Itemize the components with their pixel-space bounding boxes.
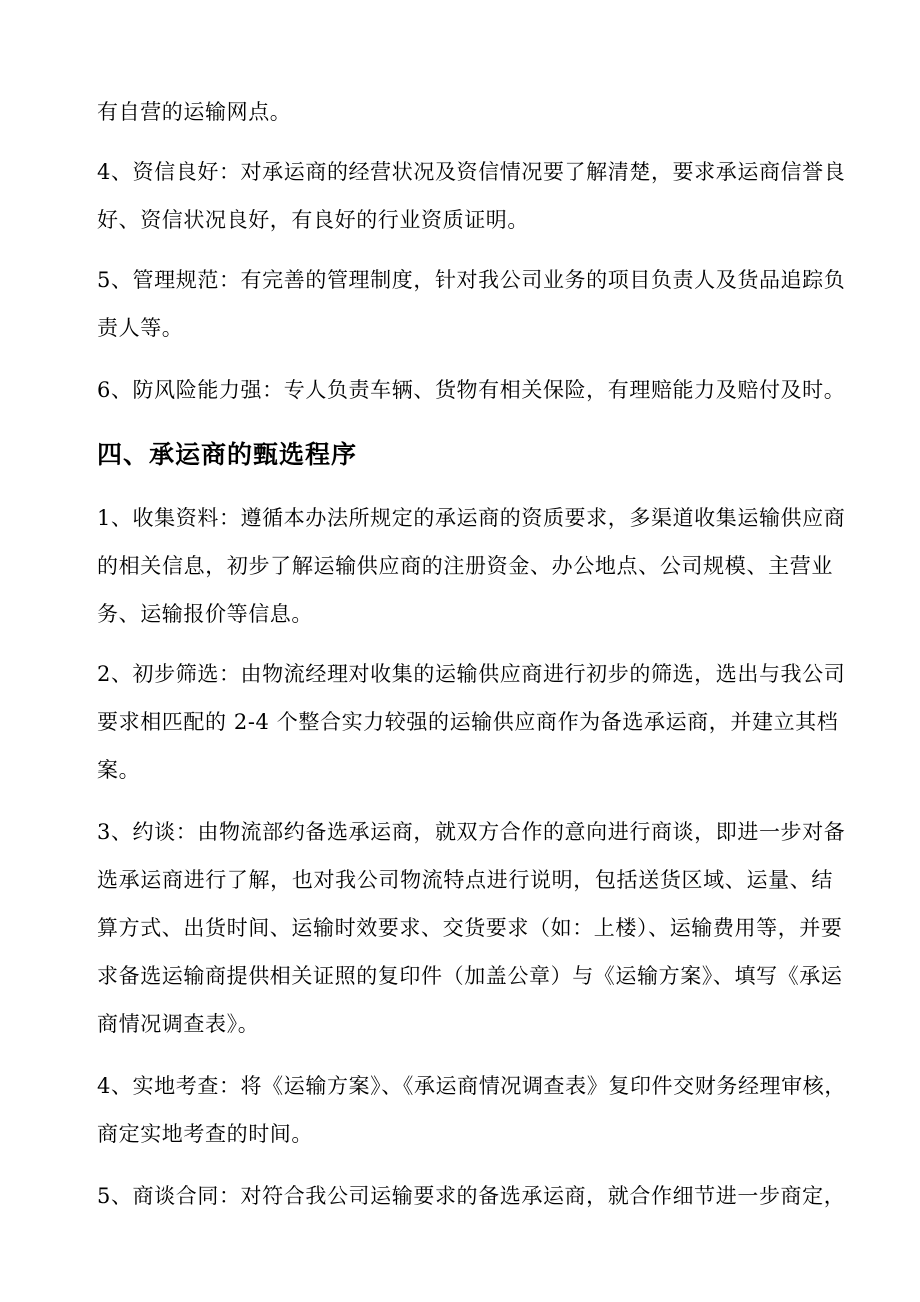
paragraph-line: 1、收集资料：遵循本办法所规定的承运商的资质要求，多渠道收集运输供应商: [97, 506, 846, 530]
paragraph-line: 3、约谈：由物流部约备选承运商，就双方合作的意向进行商谈，即进一步对备: [97, 820, 846, 844]
paragraph-line: 有自营的运输网点。: [97, 100, 292, 124]
paragraph-line: 好、资信状况良好，有良好的行业资质证明。: [97, 208, 529, 232]
paragraph-line: 商定实地考查的时间。: [97, 1122, 313, 1146]
paragraph-line: 选承运商进行了解，也对我公司物流特点进行说明，包括送货区域、运量、结: [97, 868, 833, 892]
section-heading: 四、承运商的甄选程序: [97, 440, 358, 469]
paragraph-line: 算方式、出货时间、运输时效要求、交货要求（如：上楼）、运输费用等，并要: [97, 916, 843, 940]
paragraph-line: 4、资信良好：对承运商的经营状况及资信情况要了解清楚，要求承运商信誉良: [97, 160, 846, 184]
paragraph-line: 案。: [97, 758, 141, 782]
paragraph-line: 责人等。: [97, 316, 184, 340]
paragraph-line: 的相关信息，初步了解运输供应商的注册资金、办公地点、公司规模、主营业: [97, 554, 833, 578]
paragraph-line: 6、防风险能力强：专人负责车辆、货物有相关保险，有理赔能力及赔付及时。: [97, 378, 846, 402]
paragraph-line: 商情况调查表》。: [97, 1012, 260, 1036]
paragraph-line: 2、初步筛选：由物流经理对收集的运输供应商进行初步的筛选，选出与我公司: [97, 662, 846, 686]
paragraph-line: 要求相匹配的 2-4 个整合实力较强的运输供应商作为备选承运商，并建立其档: [97, 710, 839, 734]
paragraph-line: 务、运输报价等信息。: [97, 602, 313, 626]
paragraph-line: 5、管理规范：有完善的管理制度，针对我公司业务的项目负责人及货品追踪负: [97, 268, 846, 292]
paragraph-line: 5、商谈合同：对符合我公司运输要求的备选承运商，就合作细节进一步商定，: [97, 1184, 846, 1208]
paragraph-line: 4、实地考查：将《运输方案》、《承运商情况调查表》复印件交财务经理审核，: [97, 1074, 846, 1098]
paragraph-line: 求备选运输商提供相关证照的复印件（加盖公章）与《运输方案》、填写《承运: [97, 964, 843, 988]
